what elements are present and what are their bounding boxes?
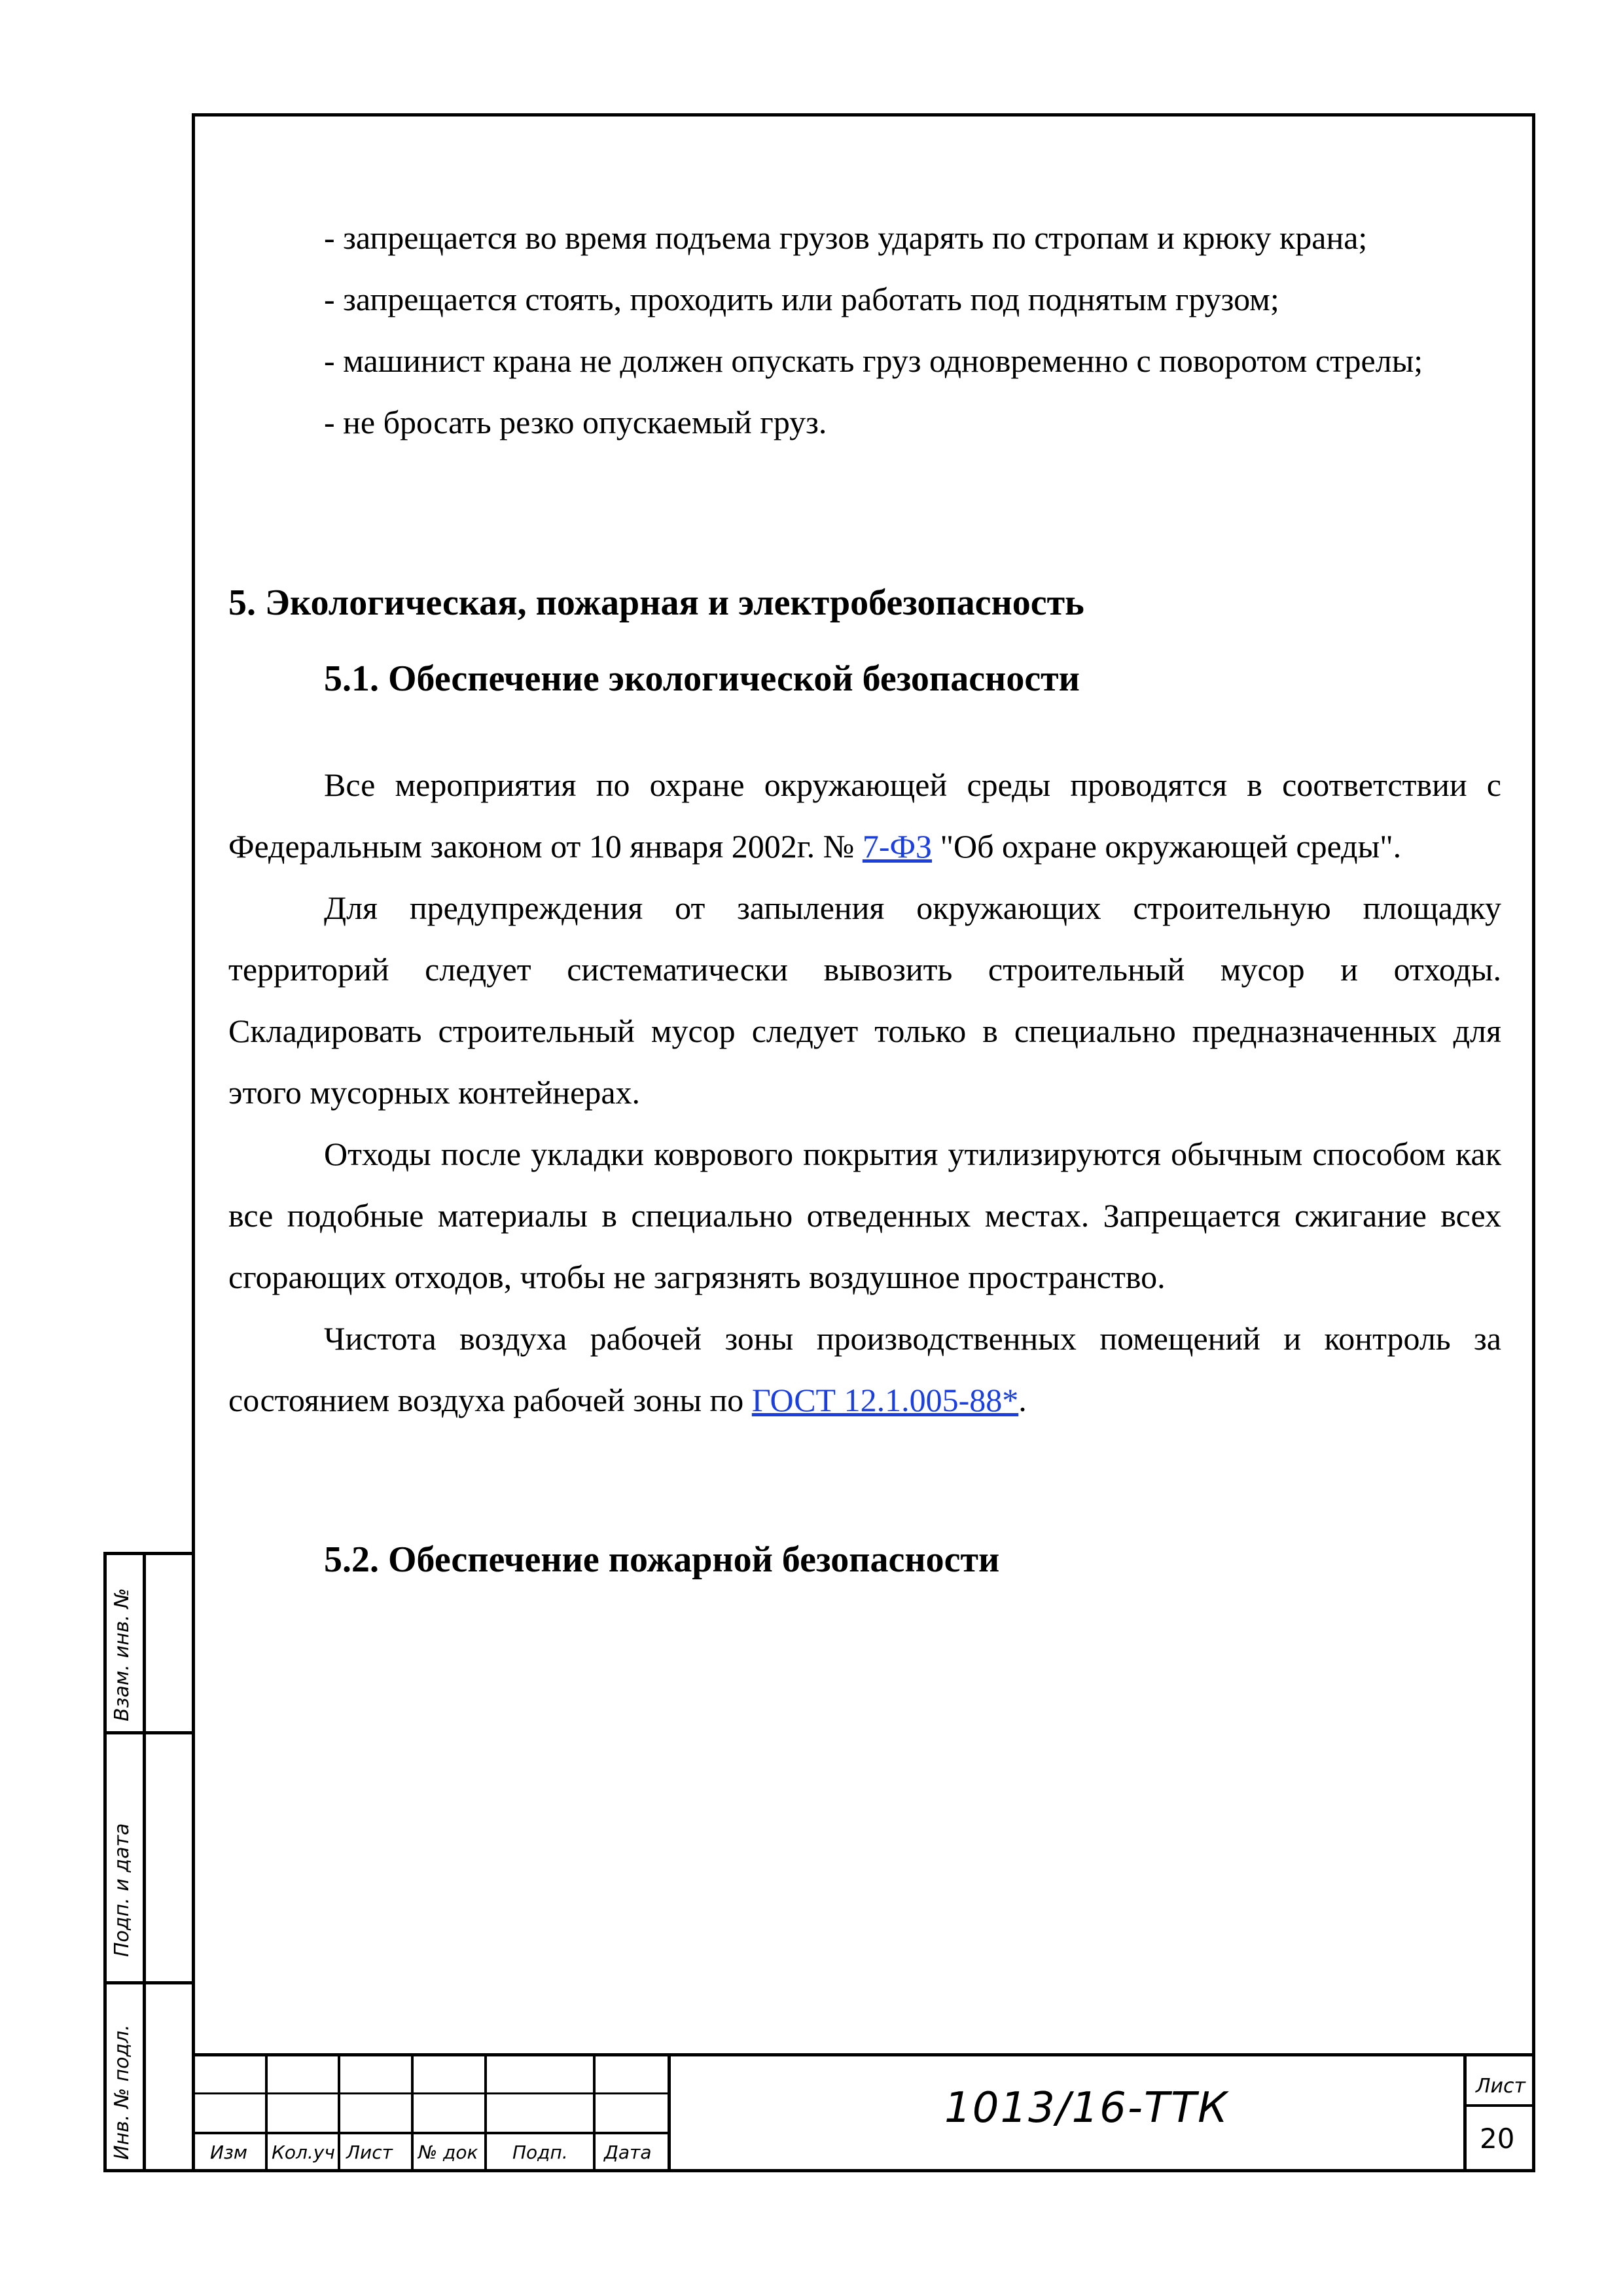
tb-line — [593, 2053, 596, 2172]
paragraph: Для предупреждения от запыления окружающих строительную площадку территорий следует систематически вывозить строительный мусор и отходы. Складировать строительный мусор следует только в специально предназначенных для этого мусорных контейнерах. — [228, 889, 1501, 1111]
tb-line — [265, 2053, 268, 2172]
section-heading: 5. Экологическая, пожарная и электробезопасность — [228, 583, 1084, 623]
tb-col-koluch: Кол.уч — [272, 2142, 335, 2163]
paragraph: - запрещается во время подъема грузов ударять по стропам и крюку крана; — [324, 219, 1368, 256]
paragraph: - не бросать резко опускаемый груз. — [324, 404, 827, 440]
tb-line — [192, 2053, 1535, 2056]
side-label-vzam: Взам. инв. № — [111, 1588, 134, 1721]
paragraph: Отходы после укладки коврового покрытия утилизируются обычным способом как все подобные материалы в специально отведенных местах. Запрещается сжигание всех сгорающих отходов, чтобы не загрязнять воздушное пространство. — [228, 1136, 1501, 1295]
subsection-heading: 5.1. Обеспечение экологической безопасности — [324, 658, 1080, 699]
side-label-podp: Подп. и дата — [111, 1823, 134, 1957]
tb-col-list: Лист — [346, 2142, 393, 2163]
tb-line — [192, 2132, 669, 2134]
tb-line — [668, 2053, 671, 2172]
side-stamp-divider — [143, 1552, 146, 2172]
tb-line — [192, 2092, 669, 2094]
side-label-inv: Инв. № подл. — [111, 2024, 134, 2160]
subsection-heading: 5.2. Обеспечение пожарной безопасности — [324, 1539, 1000, 1580]
paragraph: - запрещается стоять, проходить или работать под поднятым грузом; — [324, 281, 1279, 317]
tb-line — [411, 2053, 414, 2172]
tb-col-podp: Подп. — [512, 2142, 568, 2163]
document-body — [228, 207, 1501, 1590]
tb-col-ndok: № док — [418, 2142, 478, 2163]
law-link[interactable]: 7-ФЗ — [862, 828, 933, 865]
tb-line — [1463, 2053, 1467, 2172]
side-stamp-divider — [103, 1981, 195, 1984]
paragraph: Все мероприятия по охране окружающей среды проводятся в соответствии с Федеральным законом от 10 января 2002г. № 7-ФЗ "Об охране окружающей среды". — [228, 766, 1501, 865]
gost-link[interactable]: ГОСТ 12.1.005-88* — [751, 1382, 1019, 1418]
tb-col-izm: Изм — [210, 2142, 247, 2163]
tb-line — [338, 2053, 340, 2172]
paragraph: - машинист крана не должен опускать груз одновременно с поворотом стрелы; — [324, 342, 1423, 379]
side-stamp-divider — [103, 1731, 195, 1734]
document-code: 1013/16-ТТК — [944, 2084, 1229, 2132]
paragraph: Чистота воздуха рабочей зоны производственных помещений и контроль за состоянием воздуха рабочей зоны по ГОСТ 12.1.005-88*. — [228, 1320, 1501, 1418]
tb-col-data: Дата — [604, 2142, 652, 2163]
tb-line — [1465, 2104, 1535, 2107]
title-block — [192, 2053, 1535, 2172]
sheet-number: 20 — [1480, 2123, 1515, 2155]
tb-line — [484, 2053, 487, 2172]
sheet-label: Лист — [1476, 2075, 1526, 2098]
